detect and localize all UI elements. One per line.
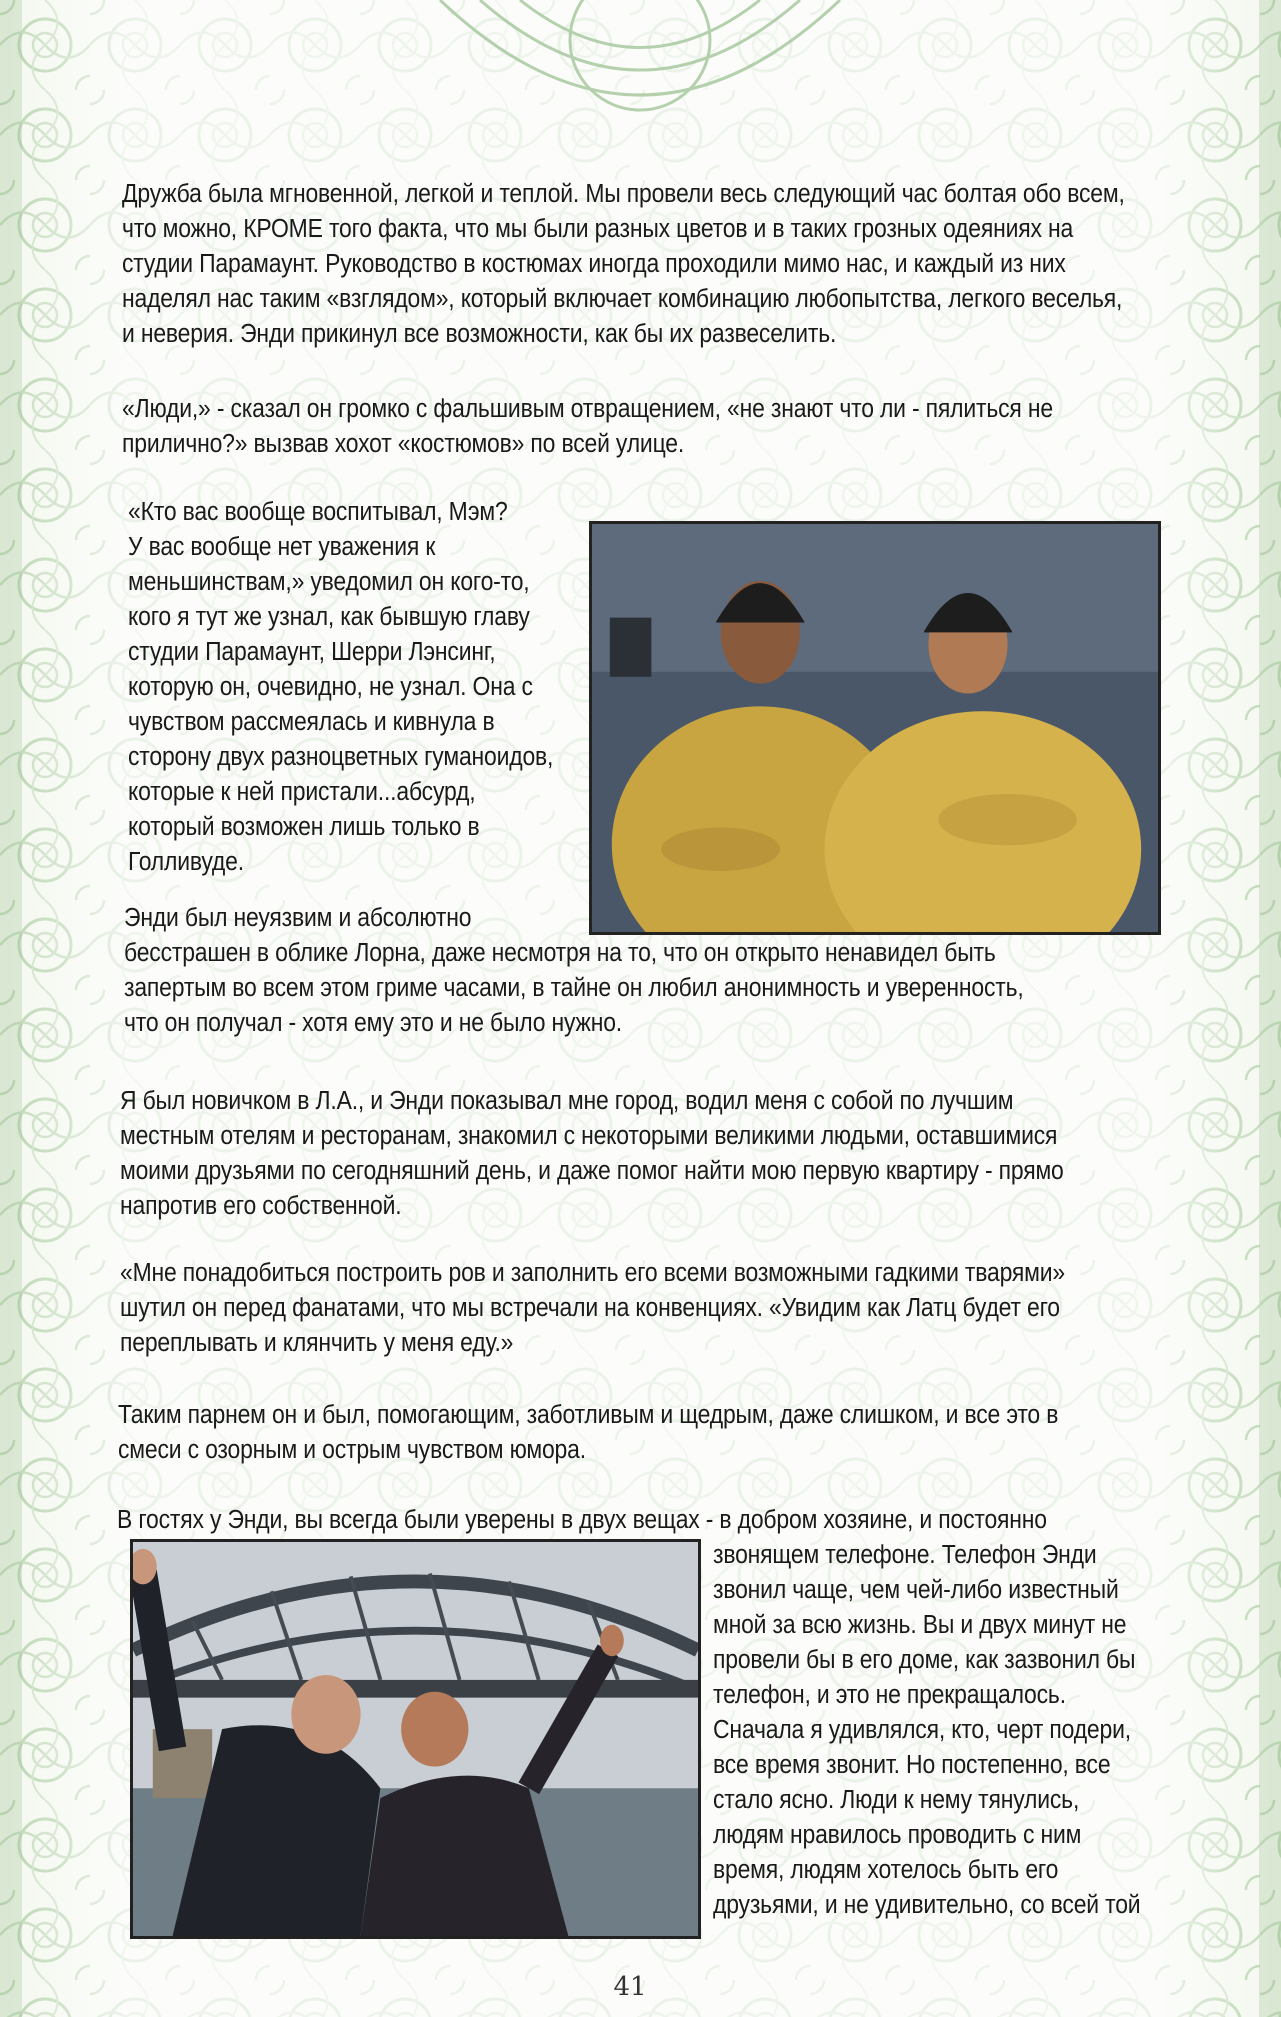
text-line: Сначала я удивлялся, кто, черт подери,: [713, 1716, 1131, 1744]
text-line: моими друзьями по сегодняшний день, и даже помог найти мою первую квартиру - прямо: [120, 1157, 1064, 1185]
text-line: студии Парамаунт. Руководство в костюмах иногда проходили мимо нас, и каждый из них: [122, 250, 1066, 278]
paragraph-2: [122, 392, 1053, 462]
paragraph-6: [120, 1256, 1065, 1361]
text-line: «Люди,» - сказал он громко с фальшивым отвращением, «не знают что ли - пялиться не: [122, 395, 1053, 423]
text-line: напротив его собственной.: [120, 1192, 402, 1220]
text-line: который возможен лишь только в: [128, 813, 480, 841]
paragraph-8: [117, 1503, 1047, 1538]
text-line: У вас вообще нет уважения к: [128, 533, 436, 561]
photo-sumo-costumes: [589, 521, 1161, 935]
page-number: 41: [613, 1972, 647, 2002]
text-line: Энди был неуязвим и абсолютно: [124, 904, 472, 932]
text-line: сторону двух разноцветных гуманоидов,: [128, 743, 554, 771]
paragraph-1: [122, 177, 1125, 352]
paragraph-4: [124, 901, 1024, 1041]
text-line: «Мне понадобиться построить ров и заполнить его всеми возможными гадкими тварями»: [120, 1259, 1065, 1287]
text-line: «Кто вас вообще воспитывал, Мэм?: [128, 498, 508, 526]
text-line: прилично?» вызвав хохот «костюмов» по всей улице.: [122, 430, 685, 458]
text-line: мной за всю жизнь. Вы и двух минут не: [713, 1611, 1127, 1639]
text-line: и неверия. Энди прикинул все возможности, как бы их развеселить.: [122, 320, 837, 348]
text-line: время, людям хотелось быть его: [713, 1856, 1059, 1884]
photo-harbour-bridge: [130, 1539, 701, 1939]
text-line: кого я тут же узнал, как бывшую главу: [128, 603, 530, 631]
paragraph-5: [120, 1084, 1064, 1224]
text-line: шутил он перед фанатами, что мы встречали на конвенциях. «Увидим как Латц будет его: [120, 1294, 1060, 1322]
text-line: людям нравилось проводить с ним: [713, 1821, 1082, 1849]
text-line: телефон, и это не прекращалось.: [713, 1681, 1066, 1709]
text-line: меньшинствам,» уведомил он кого-то,: [128, 568, 530, 596]
text-line: Таким парнем он и был, помогающим, заботливым и щедрым, даже слишком, и все это в: [118, 1401, 1059, 1429]
text-line: местным отелям и ресторанам, знакомил с некоторыми великими людьми, оставшимися: [120, 1122, 1058, 1150]
text-line: смеси с озорным и острым чувством юмора.: [118, 1436, 586, 1464]
text-line: Я был новичком в Л.А., и Энди показывал мне город, водил меня с собой по лучшим: [120, 1087, 1014, 1115]
text-line: Голливуде.: [128, 848, 244, 876]
text-line: бесстрашен в облике Лорна, даже несмотря на то, что он открыто ненавидел быть: [124, 939, 996, 967]
text-line: друзьями, и не удивительно, со всей той: [713, 1891, 1141, 1919]
text-line: переплывать и клянчить у меня еду.»: [120, 1329, 514, 1357]
text-line: наделял нас таким «взглядом», который включает комбинацию любопытства, легкого веселья,: [122, 285, 1123, 313]
text-line: провели бы в его доме, как зазвонил бы: [713, 1646, 1136, 1674]
text-line: которую он, очевидно, не узнал. Она с: [128, 673, 533, 701]
text-line: звонил чаще, чем чей-либо известный: [713, 1576, 1119, 1604]
text-line: Дружба была мгновенной, легкой и теплой. Мы провели весь следующий час болтая обо всем,: [122, 180, 1125, 208]
text-line: что можно, КРОМЕ того факта, что мы были разных цветов и в таких грозных одеяниях на: [122, 215, 1074, 243]
text-line: что он получал - хотя ему это и не было нужно.: [124, 1009, 623, 1037]
paragraph-3: [128, 495, 553, 880]
text-line: В гостях у Энди, вы всегда были уверены в двух вещах - в добром хозяине, и постоянно: [117, 1506, 1047, 1534]
text-line: студии Парамаунт, Шерри Лэнсинг,: [128, 638, 496, 666]
text-line: которые к ней пристали...абсурд,: [128, 778, 476, 806]
text-line: запертым во всем этом гриме часами, в тайне он любил анонимность и уверенность,: [124, 974, 1024, 1002]
text-line: все время звонит. Но постепенно, все: [713, 1751, 1111, 1779]
paragraph-9: [713, 1538, 1140, 1923]
paragraph-7: [118, 1398, 1058, 1468]
text-line: чувством рассмеялась и кивнула в: [128, 708, 495, 736]
text-line: звонящем телефоне. Телефон Энди: [713, 1541, 1097, 1569]
text-line: стало ясно. Люди к нему тянулись,: [713, 1786, 1080, 1814]
